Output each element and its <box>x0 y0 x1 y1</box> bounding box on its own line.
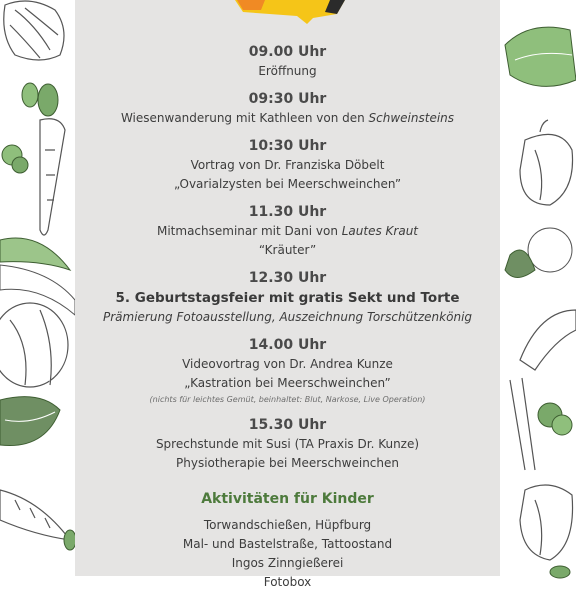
event-3 <box>75 137 500 194</box>
event-time: 15.30 Uhr <box>248 417 327 433</box>
carrot-icon <box>40 119 65 235</box>
kids-item: Mal- und Bastelstraße, Tattoostand <box>182 537 393 551</box>
pepper-icon <box>520 120 573 205</box>
carrot-bottom-icon <box>0 490 70 540</box>
event-description: Sprechstunde mit Susi (TA Praxis Dr. Kunze) <box>155 437 420 451</box>
kids-title: Aktivitäten für Kinder <box>201 491 374 507</box>
event-topic: „Ovarialzysten bei Meerschweinchen” <box>173 177 402 191</box>
event-description: Mitmachseminar mit Dani von Lautes Kraut <box>156 224 419 238</box>
radish-icon <box>505 228 572 278</box>
event-topic: „Kastration bei Meerschweinchen” <box>184 376 391 390</box>
kids-item: Fotobox <box>263 575 312 589</box>
event-4 <box>75 203 500 260</box>
broccoli-right-icon <box>538 403 572 435</box>
event-description: Vortrag von Dr. Franziska Döbelt <box>190 158 385 172</box>
event-time: 11.30 Uhr <box>248 204 327 220</box>
event-6 <box>75 336 500 407</box>
lettuce-icon <box>4 1 64 60</box>
program-panel <box>75 0 500 589</box>
event-description: Videovortrag von Dr. Andrea Kunze <box>182 357 393 371</box>
event-time: 12.30 Uhr <box>248 270 327 286</box>
kids-item: Torwandschießen, Hüpfburg <box>203 518 372 532</box>
kids-item: Ingos Zinngießerei <box>231 556 344 570</box>
event-topic: “Kräuter” <box>258 243 317 257</box>
event-2 <box>75 90 500 128</box>
event-time: 10:30 Uhr <box>248 138 327 154</box>
pepper-bottom-icon <box>520 485 573 560</box>
carrot-leaves-icon <box>22 83 58 116</box>
kids-activities <box>75 489 500 592</box>
event-topic: Physiotherapie bei Meerschweinchen <box>176 456 399 470</box>
event-note: (nichts für leichtes Gemüt, beinhaltet: Blut, Narkose, Live Operation) <box>149 395 426 404</box>
event-5 <box>75 269 500 327</box>
program-schedule <box>75 43 500 592</box>
kale-icon <box>505 27 576 86</box>
left-vegetable-border <box>0 0 75 576</box>
leaf-bottom-icon <box>550 566 570 578</box>
event-time: 09.00 Uhr <box>248 44 327 60</box>
chard-icon <box>0 397 60 446</box>
event-time: 09:30 Uhr <box>248 91 327 107</box>
event-description: Eröffnung <box>258 64 317 78</box>
chicory-icon <box>520 310 576 370</box>
event-logo <box>75 0 500 26</box>
leek-right-icon <box>510 378 535 470</box>
event-subtitle: Prämierung Fotoausstellung, Auszeichnung Torschützenkönig <box>102 310 473 324</box>
broccoli-icon <box>2 145 28 173</box>
event-7 <box>75 416 500 473</box>
right-vegetable-border <box>500 0 576 576</box>
event-1 <box>75 43 500 81</box>
event-description: Wiesenwanderung mit Kathleen von den Schweinsteins <box>120 111 455 125</box>
event-time: 14.00 Uhr <box>248 337 327 353</box>
onion-icon <box>0 303 68 387</box>
event-highlight: 5. Geburtstagsfeier mit gratis Sekt und Torte <box>115 290 460 306</box>
